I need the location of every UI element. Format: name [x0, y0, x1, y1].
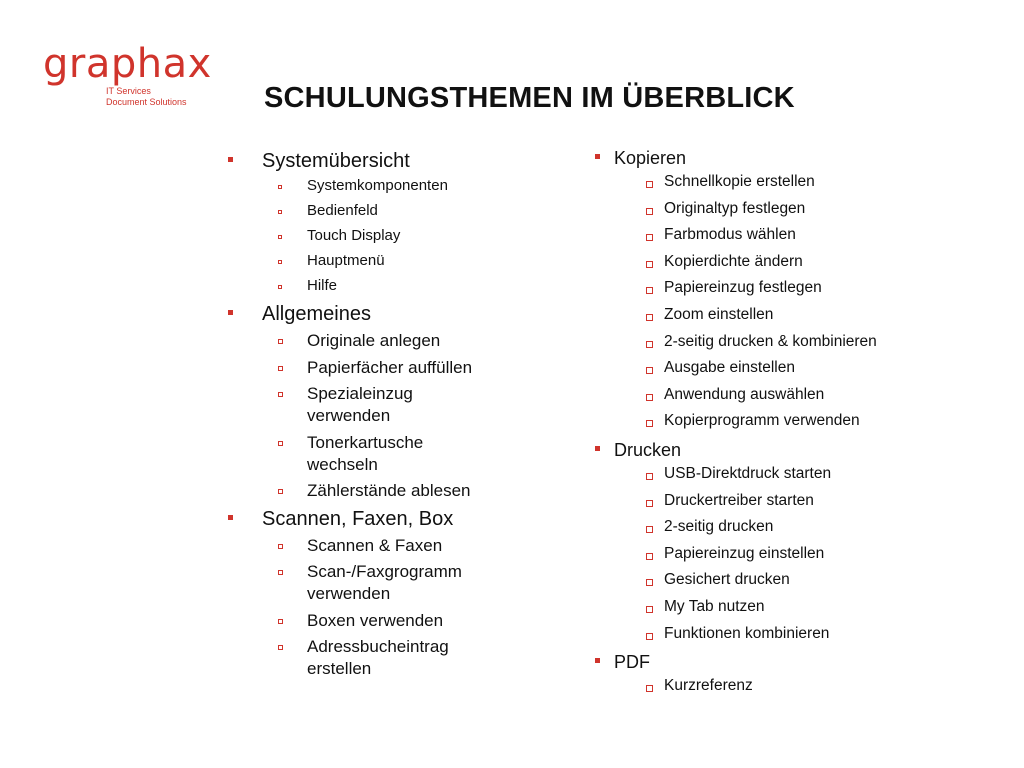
topic-sublist: [225, 173, 525, 298]
list-item-text: Funktionen kombinieren: [664, 624, 830, 642]
topic-sublist: [592, 461, 992, 647]
list-item: [592, 567, 992, 594]
bullet-hollow-square-icon: [278, 260, 282, 264]
list-item: [592, 222, 992, 249]
bullet-square-icon: [595, 446, 600, 451]
list-item: [225, 330, 525, 352]
list-item-text: Schnellkopie erstellen: [664, 173, 815, 190]
list-item-text: Zählerstände ablesen: [307, 481, 471, 500]
list-item-text: Farbmodus wählen: [664, 226, 796, 244]
list-item: [592, 382, 992, 409]
list-item-text: USB-Direktdruck starten: [664, 464, 832, 482]
list-item-text: Hilfe: [307, 277, 338, 294]
list-item: [592, 329, 992, 356]
section-heading-text: Allgemeines: [262, 303, 371, 325]
bullet-square-icon: [228, 157, 233, 162]
bullet-hollow-square-icon: [646, 526, 653, 533]
list-item-text: Scannen & Faxen: [307, 535, 443, 555]
section-heading: [592, 439, 992, 461]
list-item-text: Gesichert drucken: [664, 571, 790, 589]
list-item: [225, 223, 525, 248]
list-item-text: Kopierprogramm verwenden: [664, 412, 860, 430]
bullet-hollow-square-icon: [278, 570, 283, 575]
section-drucken: [592, 439, 992, 647]
list-item-text: Zoom einstellen: [664, 305, 774, 323]
list-item: [592, 461, 992, 488]
list-item: [592, 514, 992, 541]
section-pdf: [592, 651, 992, 700]
list-item-text: 2-seitig drucken: [664, 518, 774, 536]
bullet-hollow-square-icon: [278, 210, 282, 214]
bullet-square-icon: [228, 310, 233, 315]
bullet-hollow-square-icon: [278, 285, 282, 289]
bullet-hollow-square-icon: [646, 181, 653, 188]
bullet-hollow-square-icon: [646, 234, 653, 241]
logo-wordmark: graphax: [43, 41, 212, 87]
bullet-hollow-square-icon: [646, 287, 653, 294]
section-heading-text: Systemübersicht: [262, 150, 410, 172]
bullet-square-icon: [595, 658, 600, 663]
list-item-text: Hauptmenü: [307, 252, 385, 269]
section-kopieren: [592, 147, 992, 435]
logo-tagline-docs: Document Solutions: [106, 97, 187, 107]
bullet-square-icon: [228, 515, 233, 520]
list-item-text: My Tab nutzen: [664, 597, 765, 615]
list-item-text: Papierfächer auffüllen: [307, 357, 473, 377]
bullet-hollow-square-icon: [646, 208, 653, 215]
list-item: [592, 594, 992, 621]
section-heading: [592, 651, 992, 673]
bullet-hollow-square-icon: [278, 619, 283, 624]
list-item: [592, 408, 992, 435]
bullet-hollow-square-icon: [646, 579, 653, 586]
list-item-text: Scan-/Faxgrogramm verwenden: [307, 562, 462, 603]
bullet-hollow-square-icon: [646, 553, 653, 560]
section-heading-text: Scannen, Faxen, Box: [262, 507, 454, 530]
list-item-text: Kopierdichte ändern: [664, 252, 803, 270]
section-scannen-faxen-box: [225, 507, 525, 681]
list-item-text: Touch Display: [307, 227, 401, 244]
list-item: [225, 273, 525, 298]
list-item: [225, 535, 525, 557]
list-item: [225, 173, 525, 198]
list-item-text: Kurzreferenz: [664, 677, 753, 695]
bullet-hollow-square-icon: [646, 685, 653, 692]
logo-tagline-it: IT Services: [106, 86, 151, 96]
list-item-text: Papiereinzug festlegen: [664, 279, 822, 297]
list-item-text: Papiereinzug einstellen: [664, 544, 825, 562]
list-item: [592, 275, 992, 302]
left-topic-list: [225, 149, 525, 685]
list-item-text: Originaltyp festlegen: [664, 199, 806, 217]
list-item: [592, 541, 992, 568]
section-heading-text: Drucken: [614, 439, 682, 460]
list-item: [592, 488, 992, 515]
bullet-hollow-square-icon: [646, 394, 653, 401]
list-item: [592, 621, 992, 648]
topic-sublist: [225, 330, 525, 502]
list-item: [225, 198, 525, 223]
list-item: [592, 673, 992, 700]
list-item-text: Ausgabe einstellen: [664, 359, 795, 377]
list-item-text: Anwendung auswählen: [664, 385, 825, 403]
topic-sublist: [592, 169, 992, 435]
section-heading: [592, 147, 992, 169]
list-item-text: Boxen verwenden: [307, 610, 444, 630]
section-allgemeines: [225, 302, 525, 502]
bullet-hollow-square-icon: [278, 366, 283, 371]
section-heading: [225, 302, 525, 326]
section-heading-text: PDF: [614, 652, 650, 673]
bullet-hollow-square-icon: [646, 606, 653, 613]
bullet-hollow-square-icon: [646, 314, 653, 321]
slide-title: SCHULUNGSTHEMEN IM ÜBERBLICK: [264, 82, 795, 114]
list-item: [225, 636, 497, 680]
bullet-hollow-square-icon: [646, 261, 653, 268]
section-heading-text: Kopieren: [614, 148, 687, 168]
list-item: [225, 480, 525, 502]
section-heading: [225, 507, 525, 531]
bullet-hollow-square-icon: [646, 420, 653, 427]
topic-sublist: [225, 535, 525, 681]
list-item: [225, 432, 467, 476]
list-item-text: Adressbucheintrag erstellen: [307, 637, 449, 678]
list-item-text: Originale anlegen: [307, 331, 441, 350]
bullet-hollow-square-icon: [278, 185, 282, 189]
bullet-hollow-square-icon: [278, 339, 283, 344]
bullet-hollow-square-icon: [278, 645, 283, 650]
list-item-text: Bedienfeld: [307, 202, 378, 219]
bullet-hollow-square-icon: [646, 341, 653, 348]
list-item: [592, 249, 992, 276]
bullet-hollow-square-icon: [646, 633, 653, 640]
list-item-text: 2-seitig drucken & kombinieren: [664, 332, 877, 350]
bullet-hollow-square-icon: [278, 544, 283, 549]
bullet-hollow-square-icon: [646, 367, 653, 374]
bullet-hollow-square-icon: [646, 473, 653, 480]
list-item: [592, 355, 992, 382]
list-item: [225, 357, 525, 379]
right-topic-list: [592, 147, 992, 700]
topic-sublist: [592, 673, 992, 700]
list-item-text: Systemkomponenten: [307, 177, 448, 194]
list-item: [592, 196, 992, 223]
list-item-text: Tonerkartusche wechseln: [307, 432, 424, 474]
list-item: [225, 610, 525, 632]
section-heading: [225, 149, 525, 173]
list-item-text: Spezialeinzug verwenden: [307, 384, 413, 425]
bullet-square-icon: [595, 154, 600, 159]
list-item: [225, 383, 457, 427]
bullet-hollow-square-icon: [278, 489, 283, 494]
bullet-hollow-square-icon: [646, 500, 653, 507]
graphax-logo: [43, 42, 212, 108]
section-systemuebersicht: [225, 149, 525, 298]
list-item-text: Druckertreiber starten: [664, 491, 814, 509]
list-item: [592, 302, 992, 329]
bullet-hollow-square-icon: [278, 235, 282, 239]
list-item: [225, 561, 507, 605]
list-item: [225, 248, 525, 273]
bullet-hollow-square-icon: [278, 441, 283, 446]
list-item: [592, 169, 992, 196]
bullet-hollow-square-icon: [278, 392, 283, 397]
